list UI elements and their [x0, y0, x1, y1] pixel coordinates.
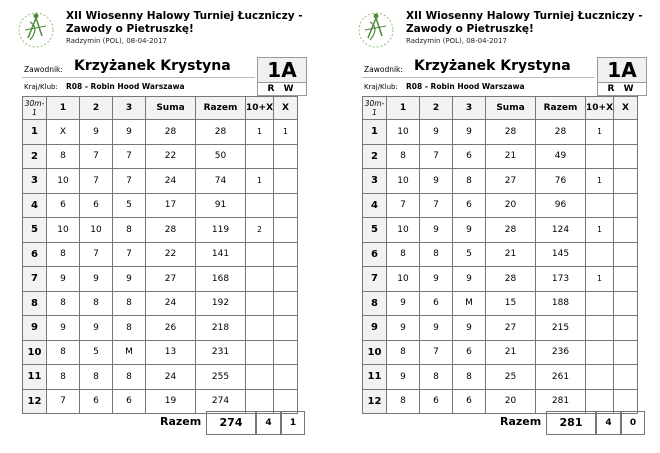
- tens-count-cell: [586, 291, 614, 316]
- end-sum-cell: 28: [486, 267, 536, 292]
- athlete-label: Zawodnik:: [364, 65, 403, 74]
- end-number-cell: 7: [363, 267, 387, 292]
- x-count-cell: [614, 144, 638, 169]
- score-row: [23, 218, 298, 243]
- score-row: [363, 365, 638, 390]
- header-x-count: X: [614, 97, 638, 120]
- target-number: 1A: [257, 57, 307, 83]
- arrow-1-cell: 10: [387, 120, 420, 145]
- arrow-3-cell: 5: [113, 193, 146, 218]
- end-sum-cell: 21: [486, 144, 536, 169]
- end-sum-cell: 27: [486, 169, 536, 194]
- x-count-cell: [614, 218, 638, 243]
- running-total-cell: 91: [196, 193, 246, 218]
- arrow-1-cell: 8: [387, 242, 420, 267]
- end-number-cell: 5: [23, 218, 47, 243]
- end-sum-cell: 28: [486, 218, 536, 243]
- running-total-cell: 215: [536, 316, 586, 341]
- tournament-title: XII Wiosenny Halowy Turniej Łuczniczy - Zawody o Pietruszkę!: [406, 10, 643, 35]
- club-value: R08 - Robin Hood Warszawa: [66, 82, 185, 91]
- tens-count-cell: [586, 340, 614, 365]
- score-header-row: [363, 97, 638, 120]
- end-sum-cell: 22: [146, 242, 196, 267]
- running-total-cell: 74: [196, 169, 246, 194]
- arrow-2-cell: 6: [80, 193, 113, 218]
- score-row: [23, 120, 298, 145]
- score-row: [363, 267, 638, 292]
- tens-count-cell: 2: [246, 218, 274, 243]
- end-sum-cell: 22: [146, 144, 196, 169]
- running-total-cell: 28: [196, 120, 246, 145]
- end-number-cell: 1: [363, 120, 387, 145]
- tens-count-cell: [246, 193, 274, 218]
- running-total-cell: 218: [196, 316, 246, 341]
- arrow-1-cell: 8: [47, 144, 80, 169]
- end-number-cell: 9: [23, 316, 47, 341]
- score-row: [23, 291, 298, 316]
- score-row: [23, 193, 298, 218]
- arrow-1-cell: X: [47, 120, 80, 145]
- score-row: [23, 316, 298, 341]
- x-count-cell: [614, 242, 638, 267]
- tens-count-cell: 1: [586, 218, 614, 243]
- total-score: 281: [546, 411, 596, 435]
- running-total-cell: 76: [536, 169, 586, 194]
- end-number-cell: 11: [363, 365, 387, 390]
- end-sum-cell: 28: [146, 218, 196, 243]
- arrow-3-cell: 8: [453, 365, 486, 390]
- arrow-3-cell: 9: [453, 267, 486, 292]
- tens-count-cell: [246, 316, 274, 341]
- end-sum-cell: 13: [146, 340, 196, 365]
- club-label: Kraj/Klub:: [364, 83, 398, 91]
- score-row: [23, 340, 298, 365]
- arrow-1-cell: 8: [387, 144, 420, 169]
- tournament-location-date: Radzymin (POL), 08-04-2017: [406, 37, 507, 45]
- total-label: Razem: [500, 415, 542, 428]
- arrow-3-cell: 8: [113, 291, 146, 316]
- total-x: 1: [281, 411, 305, 435]
- x-count-cell: [274, 365, 298, 390]
- x-count-cell: [614, 193, 638, 218]
- arrow-3-cell: 9: [453, 316, 486, 341]
- header-arrow-1: 1: [387, 97, 420, 120]
- running-total-cell: 281: [536, 389, 586, 414]
- end-sum-cell: 20: [486, 193, 536, 218]
- arrow-3-cell: 6: [453, 144, 486, 169]
- arrow-3-cell: 9: [113, 120, 146, 145]
- arrow-2-cell: 5: [80, 340, 113, 365]
- x-count-cell: 1: [274, 120, 298, 145]
- arrow-1-cell: 8: [47, 340, 80, 365]
- archer-logo-icon: [16, 8, 56, 52]
- arrow-1-cell: 9: [47, 267, 80, 292]
- athlete-name: Krzyżanek Krystyna: [74, 58, 231, 74]
- tens-count-cell: [586, 193, 614, 218]
- scorecard-left: [10, 0, 310, 453]
- arrow-2-cell: 10: [80, 218, 113, 243]
- arrow-1-cell: 8: [47, 291, 80, 316]
- arrow-3-cell: 6: [113, 389, 146, 414]
- header-x-count: X: [274, 97, 298, 120]
- arrow-1-cell: 10: [47, 218, 80, 243]
- end-number-cell: 12: [23, 389, 47, 414]
- header-running-total: Razem: [196, 97, 246, 120]
- arrow-2-cell: 8: [420, 242, 453, 267]
- arrow-3-cell: M: [453, 291, 486, 316]
- end-sum-cell: 24: [146, 169, 196, 194]
- club-label: Kraj/Klub:: [24, 83, 58, 91]
- tens-count-cell: 1: [246, 169, 274, 194]
- score-row: [363, 218, 638, 243]
- tournament-title: XII Wiosenny Halowy Turniej Łuczniczy - Zawody o Pietruszkę!: [66, 10, 303, 35]
- arrow-2-cell: 9: [420, 218, 453, 243]
- end-number-cell: 10: [23, 340, 47, 365]
- running-total-cell: 274: [196, 389, 246, 414]
- x-count-cell: [274, 316, 298, 341]
- tens-count-cell: [586, 242, 614, 267]
- end-sum-cell: 27: [146, 267, 196, 292]
- x-count-cell: [274, 169, 298, 194]
- arrow-1-cell: 9: [47, 316, 80, 341]
- arrow-2-cell: 9: [420, 316, 453, 341]
- end-number-cell: 4: [23, 193, 47, 218]
- header-tens-count: 10+X: [586, 97, 614, 120]
- score-table: [22, 96, 298, 414]
- end-number-cell: 3: [363, 169, 387, 194]
- arrow-1-cell: 9: [387, 291, 420, 316]
- score-row: [363, 389, 638, 414]
- score-row: [23, 169, 298, 194]
- header-arrow-3: 3: [453, 97, 486, 120]
- target-number: 1A: [597, 57, 647, 83]
- arrow-2-cell: 7: [420, 340, 453, 365]
- scorecard-right: [350, 0, 650, 453]
- score-row: [363, 291, 638, 316]
- end-number-cell: 10: [363, 340, 387, 365]
- tens-count-cell: [246, 267, 274, 292]
- x-count-cell: [614, 389, 638, 414]
- x-count-cell: [614, 120, 638, 145]
- score-row: [23, 365, 298, 390]
- x-count-cell: [614, 316, 638, 341]
- x-count-cell: [614, 291, 638, 316]
- header-end-number: 30m-1: [363, 97, 387, 120]
- arrow-2-cell: 7: [420, 144, 453, 169]
- x-count-cell: [274, 242, 298, 267]
- tens-count-cell: 1: [586, 267, 614, 292]
- divider: [362, 77, 595, 78]
- arrow-3-cell: 8: [113, 316, 146, 341]
- arrow-3-cell: 7: [113, 242, 146, 267]
- end-sum-cell: 15: [486, 291, 536, 316]
- running-total-cell: 192: [196, 291, 246, 316]
- arrow-2-cell: 7: [80, 144, 113, 169]
- arrow-3-cell: 6: [453, 193, 486, 218]
- arrow-1-cell: 10: [47, 169, 80, 194]
- header-arrow-2: 2: [420, 97, 453, 120]
- score-row: [363, 340, 638, 365]
- arrow-1-cell: 9: [387, 365, 420, 390]
- x-count-cell: [614, 169, 638, 194]
- running-total-cell: 173: [536, 267, 586, 292]
- end-sum-cell: 27: [486, 316, 536, 341]
- end-number-cell: 3: [23, 169, 47, 194]
- tens-count-cell: 1: [586, 169, 614, 194]
- x-count-cell: [274, 218, 298, 243]
- running-total-cell: 168: [196, 267, 246, 292]
- total-x: 0: [621, 411, 645, 435]
- running-total-cell: 50: [196, 144, 246, 169]
- score-row: [23, 242, 298, 267]
- arrow-2-cell: 8: [80, 291, 113, 316]
- arrow-1-cell: 10: [387, 218, 420, 243]
- end-number-cell: 8: [23, 291, 47, 316]
- score-row: [363, 242, 638, 267]
- score-row: [363, 144, 638, 169]
- header-arrow-1: 1: [47, 97, 80, 120]
- divider: [22, 77, 255, 78]
- arrow-3-cell: 8: [113, 365, 146, 390]
- arrow-2-cell: 6: [80, 389, 113, 414]
- running-total-cell: 188: [536, 291, 586, 316]
- arrow-2-cell: 8: [80, 365, 113, 390]
- end-number-cell: 6: [363, 242, 387, 267]
- tens-count-cell: [586, 144, 614, 169]
- end-sum-cell: 25: [486, 365, 536, 390]
- running-total-cell: 255: [196, 365, 246, 390]
- running-total-cell: 261: [536, 365, 586, 390]
- running-total-cell: 28: [536, 120, 586, 145]
- end-sum-cell: 28: [486, 120, 536, 145]
- end-number-cell: 2: [23, 144, 47, 169]
- arrow-1-cell: 6: [47, 193, 80, 218]
- tens-count-cell: 1: [246, 120, 274, 145]
- header-tens-count: 10+X: [246, 97, 274, 120]
- arrow-2-cell: 9: [420, 267, 453, 292]
- arrow-3-cell: 5: [453, 242, 486, 267]
- end-number-cell: 4: [363, 193, 387, 218]
- x-count-cell: [614, 340, 638, 365]
- running-total-cell: 119: [196, 218, 246, 243]
- x-count-cell: [274, 193, 298, 218]
- running-total-cell: 141: [196, 242, 246, 267]
- arrow-3-cell: 9: [453, 120, 486, 145]
- end-number-cell: 11: [23, 365, 47, 390]
- header-arrow-3: 3: [113, 97, 146, 120]
- arrow-2-cell: 9: [420, 120, 453, 145]
- score-header-row: [23, 97, 298, 120]
- arrow-2-cell: 9: [80, 267, 113, 292]
- header-arrow-2: 2: [80, 97, 113, 120]
- arrow-1-cell: 7: [387, 193, 420, 218]
- x-count-cell: [274, 144, 298, 169]
- end-number-cell: 2: [363, 144, 387, 169]
- score-row: [363, 120, 638, 145]
- arrow-2-cell: 9: [80, 316, 113, 341]
- running-total-cell: 145: [536, 242, 586, 267]
- end-sum-cell: 28: [146, 120, 196, 145]
- header-running-total: Razem: [536, 97, 586, 120]
- x-count-cell: [274, 389, 298, 414]
- tournament-location-date: Radzymin (POL), 08-04-2017: [66, 37, 167, 45]
- club-value: R08 - Robin Hood Warszawa: [406, 82, 525, 91]
- total-10x: 4: [596, 411, 621, 435]
- total-10x: 4: [256, 411, 281, 435]
- athlete-name: Krzyżanek Krystyna: [414, 58, 571, 74]
- x-count-cell: [614, 267, 638, 292]
- header-end-number: 30m-1: [23, 97, 47, 120]
- end-sum-cell: 21: [486, 340, 536, 365]
- end-number-cell: 7: [23, 267, 47, 292]
- end-sum-cell: 26: [146, 316, 196, 341]
- total-label: Razem: [160, 415, 202, 428]
- end-number-cell: 5: [363, 218, 387, 243]
- tens-count-cell: [246, 144, 274, 169]
- score-row: [23, 267, 298, 292]
- running-total-cell: 236: [536, 340, 586, 365]
- arrow-1-cell: 8: [47, 365, 80, 390]
- arrow-3-cell: 9: [453, 218, 486, 243]
- arrow-3-cell: 6: [453, 389, 486, 414]
- end-sum-cell: 21: [486, 242, 536, 267]
- athlete-label: Zawodnik:: [24, 65, 63, 74]
- end-sum-cell: 20: [486, 389, 536, 414]
- arrow-2-cell: 7: [80, 242, 113, 267]
- arrow-3-cell: 6: [453, 340, 486, 365]
- rw-label: R W: [257, 83, 307, 96]
- arrow-1-cell: 10: [387, 169, 420, 194]
- arrow-2-cell: 7: [80, 169, 113, 194]
- score-row: [363, 193, 638, 218]
- score-row: [23, 144, 298, 169]
- tens-count-cell: [246, 389, 274, 414]
- arrow-2-cell: 6: [420, 291, 453, 316]
- arrow-3-cell: 8: [113, 218, 146, 243]
- header-end-sum: Suma: [486, 97, 536, 120]
- tens-count-cell: [246, 291, 274, 316]
- running-total-cell: 231: [196, 340, 246, 365]
- arrow-2-cell: 8: [420, 365, 453, 390]
- arrow-1-cell: 8: [387, 340, 420, 365]
- arrow-3-cell: 7: [113, 169, 146, 194]
- tens-count-cell: [586, 316, 614, 341]
- end-sum-cell: 19: [146, 389, 196, 414]
- arrow-2-cell: 7: [420, 193, 453, 218]
- end-number-cell: 12: [363, 389, 387, 414]
- arrow-1-cell: 10: [387, 267, 420, 292]
- score-table: [362, 96, 638, 414]
- arrow-3-cell: 9: [113, 267, 146, 292]
- header-end-sum: Suma: [146, 97, 196, 120]
- running-total-cell: 124: [536, 218, 586, 243]
- tens-count-cell: [246, 242, 274, 267]
- end-number-cell: 6: [23, 242, 47, 267]
- score-row: [363, 316, 638, 341]
- arrow-3-cell: M: [113, 340, 146, 365]
- x-count-cell: [274, 267, 298, 292]
- x-count-cell: [274, 340, 298, 365]
- arrow-1-cell: 9: [387, 316, 420, 341]
- end-sum-cell: 24: [146, 291, 196, 316]
- end-number-cell: 9: [363, 316, 387, 341]
- end-number-cell: 8: [363, 291, 387, 316]
- arrow-1-cell: 8: [387, 389, 420, 414]
- x-count-cell: [614, 365, 638, 390]
- running-total-cell: 49: [536, 144, 586, 169]
- tens-count-cell: [586, 389, 614, 414]
- arrow-2-cell: 9: [420, 169, 453, 194]
- tens-count-cell: [246, 340, 274, 365]
- arrow-2-cell: 6: [420, 389, 453, 414]
- end-sum-cell: 17: [146, 193, 196, 218]
- score-row: [363, 169, 638, 194]
- arrow-1-cell: 7: [47, 389, 80, 414]
- arrow-3-cell: 8: [453, 169, 486, 194]
- tens-count-cell: 1: [586, 120, 614, 145]
- end-number-cell: 1: [23, 120, 47, 145]
- x-count-cell: [274, 291, 298, 316]
- arrow-2-cell: 9: [80, 120, 113, 145]
- end-sum-cell: 24: [146, 365, 196, 390]
- rw-label: R W: [597, 83, 647, 96]
- arrow-1-cell: 8: [47, 242, 80, 267]
- score-row: [23, 389, 298, 414]
- running-total-cell: 96: [536, 193, 586, 218]
- archer-logo-icon: [356, 8, 396, 52]
- arrow-3-cell: 7: [113, 144, 146, 169]
- tens-count-cell: [246, 365, 274, 390]
- tens-count-cell: [586, 365, 614, 390]
- total-score: 274: [206, 411, 256, 435]
